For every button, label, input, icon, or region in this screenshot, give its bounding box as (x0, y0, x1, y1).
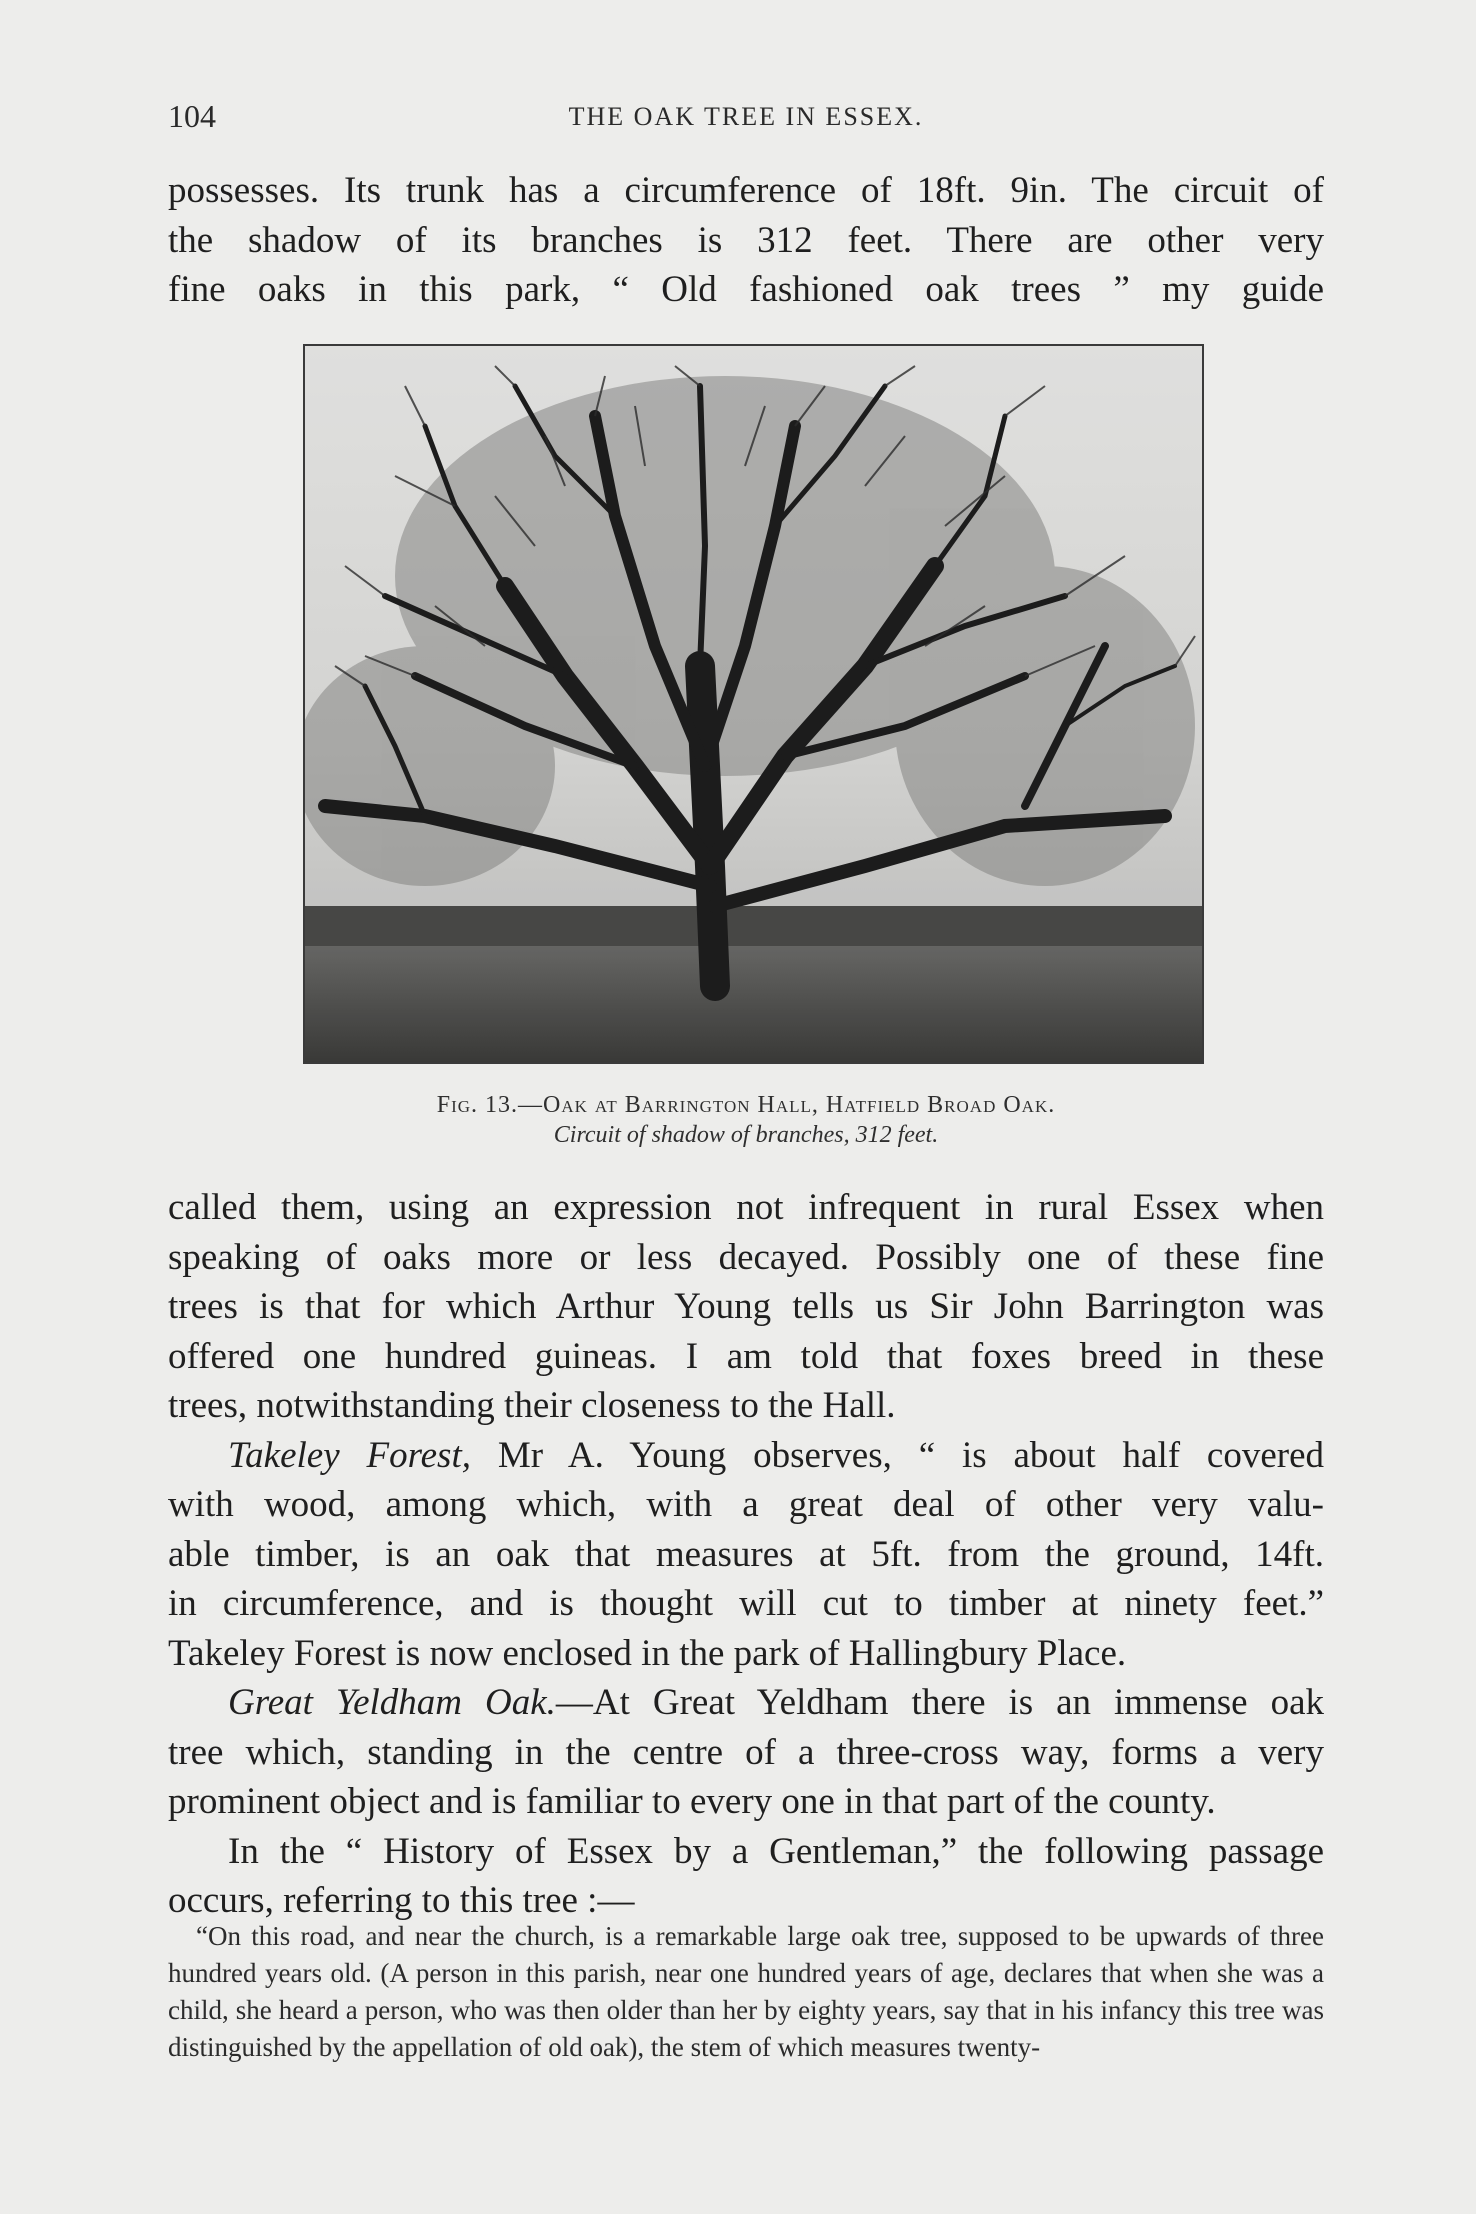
text-line: called them, using an expression not infrequent in rural Essex when (168, 1187, 1324, 1228)
text-line: Takeley Forest is now enclosed in the park of Hallingbury Place. (168, 1632, 1127, 1674)
text-line: the shadow of its branches is 312 feet. There are other very (168, 219, 1324, 261)
text-line: offered one hundred guineas. I am told that foxes breed in these (168, 1335, 1324, 1377)
text-line: In the “ History of Essex by a Gentleman,” the following passage (228, 1830, 1324, 1872)
text-line: tree which, standing in the centre of a three-cross way, forms a very (168, 1731, 1324, 1773)
takeley-first-line: Takeley Forest, Mr A. Young observes, “ is about half covered (228, 1434, 1324, 1476)
main-text (168, 1183, 1324, 1926)
takeley-heading: Takeley Forest, (228, 1434, 471, 1476)
yeldham-first-line: Great Yeldham Oak.—At Great Yeldham there is an immense oak (228, 1682, 1324, 1723)
text-line: trees is that for which Arthur Young tells us Sir John Barrington was (168, 1286, 1324, 1327)
page-number: 104 (168, 98, 216, 134)
text-line: speaking of oaks more or less decayed. Possibly one of these fine (168, 1236, 1324, 1278)
yeldham-heading: Great Yeldham Oak. (228, 1682, 556, 1723)
oak-tree-illustration (305, 346, 1202, 1062)
running-title: THE OAK TREE IN ESSEX. (568, 102, 924, 131)
oak-tree-photograph (303, 344, 1204, 1064)
quoted-passage (168, 1918, 1324, 2066)
text-line: able timber, is an oak that measures at 5ft. from the ground, 14ft. (168, 1533, 1324, 1575)
figure-caption: Fig. 13.—Oak at Barrington Hall, Hatfield Broad Oak. (436, 1092, 1056, 1118)
quote-text: “On this road, and near the church, is a remarkable large oak tree, supposed to be upwards of three hundred years old. (A person in this parish, near one hundred years of age, declares that when she was a child, she heard a person, who was then older than her by eighty years, say that in his infancy this tree was distinguished by the appellation of old oak), the stem of which measures twenty- (168, 1921, 1324, 2062)
text-line: possesses. Its trunk has a circumference of 18ft. 9in. The circuit of (168, 170, 1324, 211)
text-line: in circumference, and is thought will cut to timber at ninety feet.” (168, 1583, 1324, 1624)
text-line: with wood, among which, with a great deal of other very valu- (168, 1484, 1324, 1525)
opening-paragraph (168, 166, 1324, 315)
text-line: trees, notwithstanding their closeness to the Hall. (168, 1385, 896, 1426)
figure-subcaption: Circuit of shadow of branches, 312 feet. (553, 1122, 939, 1148)
text-line: prominent object and is familiar to every one in that part of the county. (168, 1781, 1216, 1822)
text-line: fine oaks in this park, “ Old fashioned oak trees ” my guide (168, 269, 1324, 310)
text-line: occurs, referring to this tree :— (168, 1880, 635, 1921)
